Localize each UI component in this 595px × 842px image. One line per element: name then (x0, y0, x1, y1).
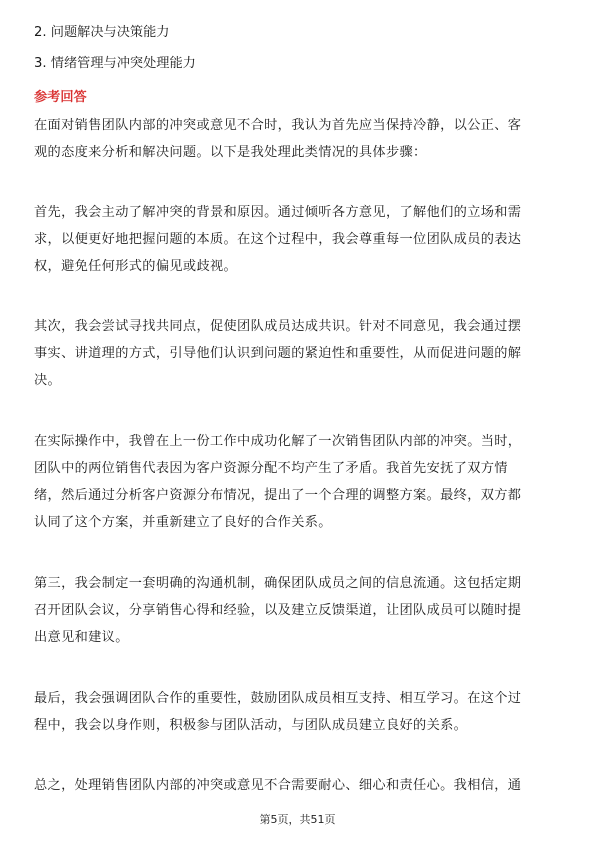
paragraph-intro (34, 112, 561, 166)
paragraph-example (34, 428, 561, 536)
paragraph-line: 认同了这个方案，并重新建立了良好的合作关系。 (34, 515, 332, 530)
paragraph-third (34, 570, 561, 651)
paragraph-second (34, 313, 561, 394)
section-heading: 参考回答 (34, 90, 87, 105)
paragraph-line: 绪，然后通过分析客户资源分布情况，提出了一个合理的调整方案。最终，双方都 (34, 488, 522, 503)
paragraph-line: 在面对销售团队内部的冲突或意见不合时，我认为首先应当保持冷静，以公正、客 (34, 118, 522, 133)
paragraph-last (34, 685, 561, 739)
paragraph-line: 决。 (34, 373, 62, 388)
list-item-3: 3. 情绪管理与冲突处理能力 (34, 56, 196, 71)
paragraph-line: 在实际操作中，我曾在上一份工作中成功化解了一次销售团队内部的冲突。当时， (34, 434, 522, 449)
paragraph-line: 召开团队会议，分享销售心得和经验，以及建立反馈渠道，让团队成员可以随时提 (34, 603, 522, 618)
paragraph-summary (34, 772, 561, 799)
paragraph-line: 其次，我会尝试寻找共同点，促使团队成员达成共识。针对不同意见，我会通过摆 (34, 319, 522, 334)
paragraph-line: 程中，我会以身作则，积极参与团队活动，与团队成员建立良好的关系。 (34, 718, 468, 733)
paragraph-line: 观的态度来分析和解决问题。以下是我处理此类情况的具体步骤： (34, 145, 427, 160)
paragraph-line: 总之，处理销售团队内部的冲突或意见不合需要耐心、细心和责任心。我相信，通 (34, 778, 522, 793)
paragraph-line: 首先，我会主动了解冲突的背景和原因。通过倾听各方意见，了解他们的立场和需 (34, 205, 522, 220)
list-item-2: 2. 问题解决与决策能力 (34, 25, 170, 40)
paragraph-first (34, 199, 561, 280)
paragraph-line: 最后，我会强调团队合作的重要性，鼓励团队成员相互支持、相互学习。在这个过 (34, 691, 522, 706)
paragraph-line: 事实、讲道理的方式，引导他们认识到问题的紧迫性和重要性，从而促进问题的解 (34, 346, 522, 361)
paragraph-line: 权，避免任何形式的偏见或歧视。 (34, 259, 238, 274)
paragraph-line: 团队中的两位销售代表因为客户资源分配不均产生了矛盾。我首先安抚了双方情 (34, 461, 508, 476)
paragraph-line: 第三，我会制定一套明确的沟通机制，确保团队成员之间的信息流通。这包括定期 (34, 576, 522, 591)
paragraph-line: 出意见和建议。 (34, 630, 129, 645)
paragraph-line: 求，以便更好地把握问题的本质。在这个过程中，我会尊重每一位团队成员的表达 (34, 232, 522, 247)
page-number: 第5页，共51页 (259, 813, 336, 826)
